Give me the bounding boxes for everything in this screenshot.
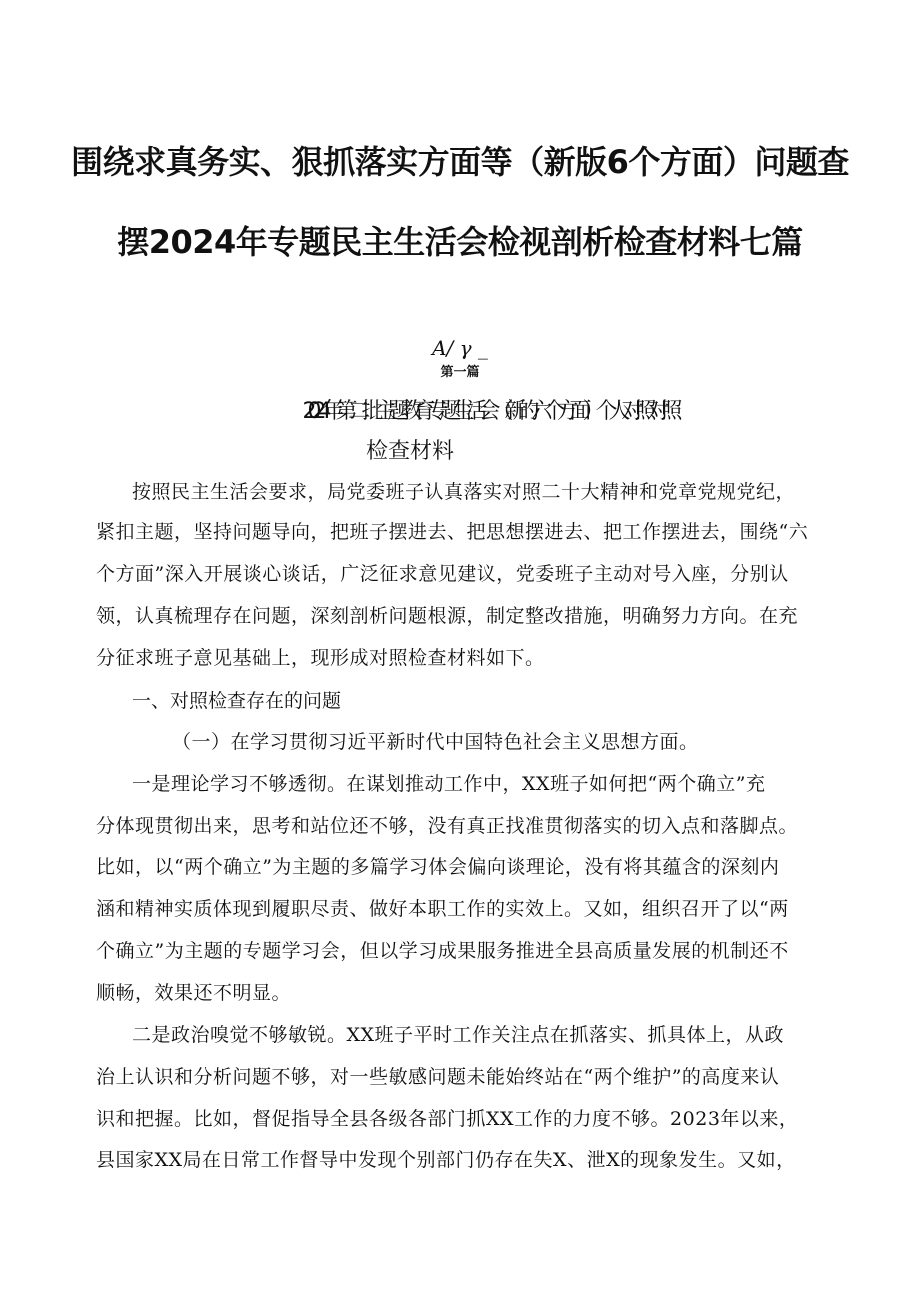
- paragraph-line: 比如，以“两个确立”为主题的多篇学习体会偏向谈理论，没有将其蕴含的深刻内: [96, 856, 780, 878]
- paragraph-line: 县国家XX局在日常工作督导中发现个别部门仍存在失X、泄X的现象发生。又如，: [96, 1149, 796, 1171]
- paragraph-line: 涵和精神实质体现到履职尽责、做好本职工作的实效上。又如，组织召开了以“两: [96, 898, 789, 920]
- paragraph-line: 治上认识和分析问题不够，对一些敏感问题未能始终站在“两个维护”的高度来认: [96, 1066, 780, 1088]
- subtitle-line-1: 2024年第二批主题教育专题生活会（新的六个方面）个人对照对照: [302, 399, 674, 424]
- section-heading: 一、对照检查存在的问题: [132, 690, 342, 712]
- paragraph-line: 领，认真梳理存在问题，深刻剖析问题根源，制定整改措施，明确努力方向。在充: [96, 605, 799, 627]
- sub-heading: （一）在学习贯彻习近平新时代中国特色社会主义思想方面。: [172, 731, 699, 753]
- paragraph-line: 识和把握。比如，督促指导全县各级各部门抓XX工作的力度不够。2023年以来，: [96, 1108, 799, 1130]
- paragraph-line: 紧扣主题，坚持问题导向，把班子摆进去、把思想摆进去、把工作摆进去，围绕“六: [96, 521, 809, 543]
- paragraph-line: 按照民主生活会要求，局党委班子认真落实对照二十大精神和党章党规党纪，: [132, 481, 796, 503]
- paragraph-line: 分体现贯彻出来，思考和站位还不够，没有真正找准贯彻落实的切入点和落脚点。: [96, 815, 799, 837]
- paragraph-line: 个确立”为主题的专题学习会，但以学习成果服务推进全县高质量发展的机制还不: [96, 940, 789, 962]
- paragraph-line: 二是政治嗅觉不够敏锐。XX班子平时工作关注点在抓落实、抓具体上，从政: [132, 1024, 785, 1046]
- paragraph-line: 分征求班子意见基础上，现形成对照检查材料如下。: [96, 647, 545, 669]
- paragraph-line: 个方面”深入开展谈心谈话，广泛征求意见建议，党委班子主动对号入座，分别认: [96, 563, 789, 585]
- paragraph-line: 顺畅，效果还不明显。: [96, 982, 292, 1004]
- document-title-line-1: 围绕求真务实、狠抓落实方面等（新版6个方面）问题查: [71, 143, 849, 181]
- handwritten-mark: A∕ γ _: [432, 336, 488, 360]
- subtitle-line-2: 检查材料: [365, 439, 454, 464]
- document-title-line-2: 摆2024年专题民主生活会检视剖析检查材料七篇: [117, 223, 803, 261]
- section-label: 第一篇: [440, 365, 480, 380]
- paragraph-line: 一是理论学习不够透彻。在谋划推动工作中，XX班子如何把“两个确立”充: [132, 773, 766, 795]
